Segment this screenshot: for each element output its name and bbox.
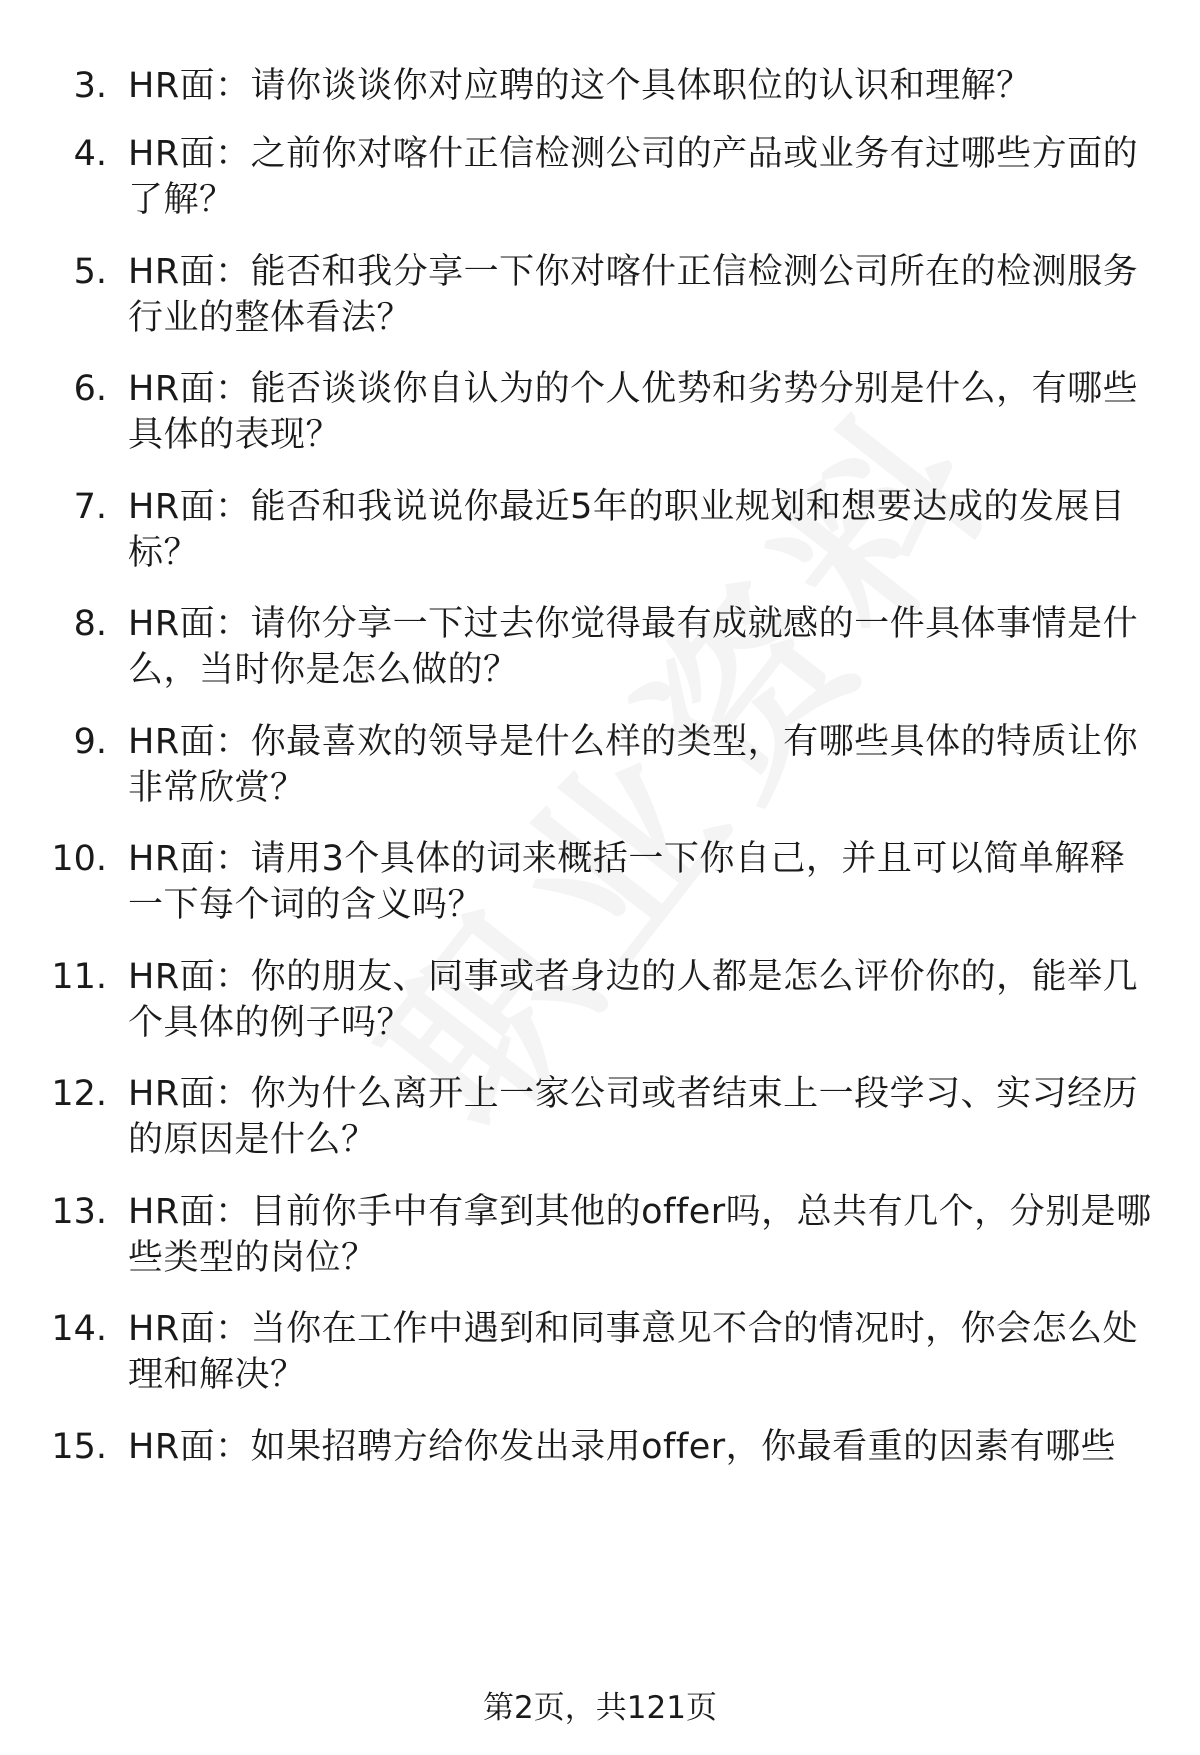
question-number: 10. xyxy=(51,839,107,879)
question-text: HR面：能否谈谈你自认为的个人优势和劣势分别是什么，有哪些具体的表现？ xyxy=(128,369,1139,455)
question-number: 4. xyxy=(73,134,107,174)
question-text: HR面：你为什么离开上一家公司或者结束上一段学习、实习经历的原因是什么？ xyxy=(128,1074,1139,1160)
question-number: 7. xyxy=(73,487,107,527)
question-number: 5. xyxy=(73,252,107,292)
question-number: 12. xyxy=(51,1074,107,1114)
question-number: 13. xyxy=(51,1192,107,1232)
question-text: HR面：能否和我说说你最近5年的职业规划和想要达成的发展目标？ xyxy=(128,487,1126,573)
question-text: HR面：请用3个具体的词来概括一下你自己，并且可以简单解释一下每个词的含义吗？ xyxy=(128,839,1126,925)
question-number: 6. xyxy=(73,369,107,409)
question-text: HR面：请你谈谈你对应聘的这个具体职位的认识和理解？ xyxy=(128,66,1032,106)
question-text: HR面：当你在工作中遇到和同事意见不合的情况时，你会怎么处理和解决？ xyxy=(128,1309,1139,1395)
question-text: HR面：能否和我分享一下你对喀什正信检测公司所在的检测服务行业的整体看法？ xyxy=(128,252,1139,338)
question-number: 8. xyxy=(73,604,107,644)
page-footer: 第2页，共121页 xyxy=(483,1690,717,1726)
question-number: 3. xyxy=(73,66,107,106)
question-text: HR面：之前你对喀什正信检测公司的产品或业务有过哪些方面的了解？ xyxy=(128,134,1139,220)
question-text: HR面：请你分享一下过去你觉得最有成就感的一件具体事情是什么，当时你是怎么做的？ xyxy=(128,604,1139,690)
question-text: HR面：如果招聘方给你发出录用offer，你最看重的因素有哪些 xyxy=(128,1427,1117,1467)
question-text: HR面：你最喜欢的领导是什么样的类型，有哪些具体的特质让你非常欣赏？ xyxy=(128,722,1139,808)
question-text: HR面：你的朋友、同事或者身边的人都是怎么评价你的，能举几个具体的例子吗？ xyxy=(128,957,1139,1043)
question-number: 9. xyxy=(73,722,107,762)
question-number: 11. xyxy=(51,957,107,997)
question-number: 14. xyxy=(51,1309,107,1349)
question-number: 15. xyxy=(51,1427,107,1467)
question-text: HR面：目前你手中有拿到其他的offer吗，总共有几个，分别是哪些类型的岗位？ xyxy=(128,1192,1152,1278)
